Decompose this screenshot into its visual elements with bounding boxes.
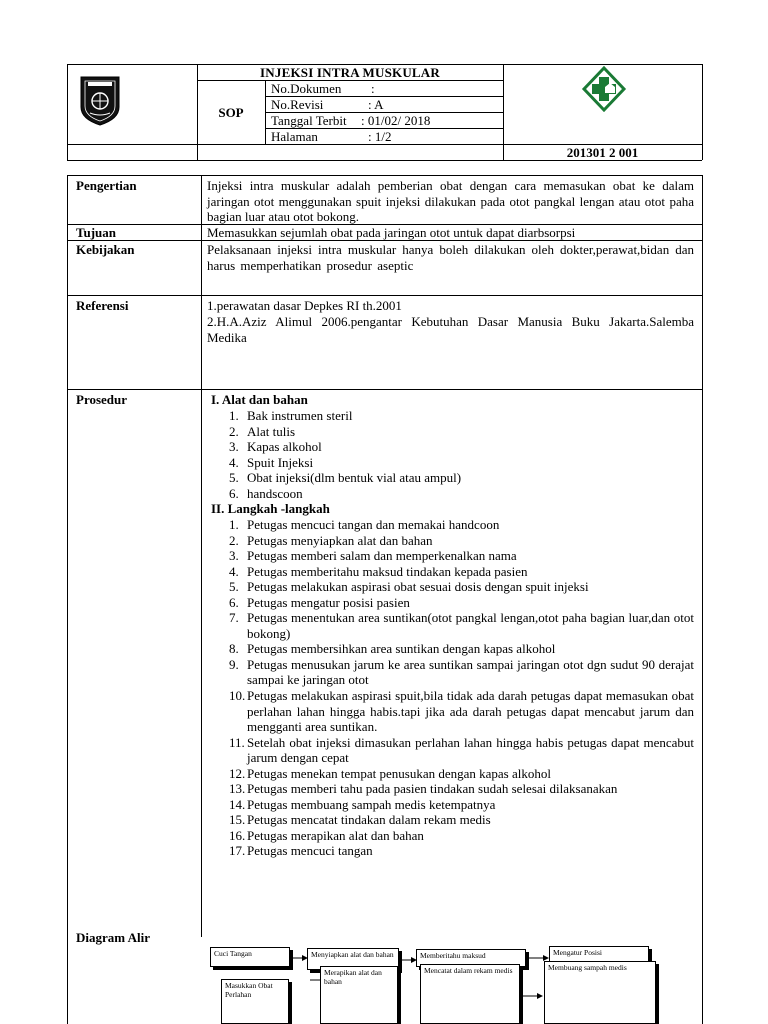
list-item: 15. Petugas mencatat tindakan dalam rekam medis [229, 812, 491, 828]
list-item: 4. Petugas memberitahu maksud tindakan kepada pasien [229, 563, 528, 579]
label-pengertian: Pengertian [76, 178, 137, 193]
list-item: 12. Petugas menekan tempat penusukan dengan kapas alkohol [229, 765, 551, 781]
field-value: : 1/2 [368, 129, 392, 144]
label-kebijakan: Kebijakan [76, 242, 135, 257]
green-cross-puskesmas-icon [580, 66, 628, 112]
rule [67, 175, 702, 176]
label-diagram-alir: Diagram Alir [76, 930, 151, 945]
list-item: 2. Petugas menyiapkan alat dan bahan [229, 532, 433, 548]
prosedur-part2-title: II. Langkah -langkah [211, 501, 330, 516]
text-tujuan: Memasukkan sejumlah obat pada jaringan otot untuk dapat diarbsorpsi [207, 225, 576, 240]
rule [265, 80, 266, 144]
field-value: : 01/02/ 2018 [361, 113, 431, 128]
flow-box-cuci-tangan: Cuci Tangan [210, 947, 290, 967]
list-item: 6. handscoon [229, 485, 303, 501]
rule [67, 64, 68, 160]
field-value: : A [368, 97, 384, 112]
list-item: 8. Petugas membersihkan area suntikan dengan kapas alkohol [229, 641, 556, 657]
tools-list [229, 408, 669, 501]
list-item: 4. Spuit Injeksi [229, 454, 314, 470]
list-item: 3. Petugas memberi salam dan memperkenalkan nama [229, 548, 517, 564]
list-item: 5. Obat injeksi(dlm bentuk vial atau ampul) [229, 470, 462, 486]
field-label: No.Dokumen [271, 81, 342, 96]
text-referensi-1: 1.perawatan dasar Depkes RI th.2001 [207, 298, 402, 313]
label-prosedur: Prosedur [76, 392, 128, 407]
label-referensi: Referensi [76, 298, 129, 313]
list-item: 1. Bak instrumen steril [229, 408, 353, 423]
flow-box-mencatat: Mencatat dalam rekam medis [420, 964, 520, 1024]
text-kebijakan: Pelaksanaan injeksi intra muskular hanya boleh dilakukan oleh dokter,perawat,bidan dan harus memperhatikan prosedur aseptic [207, 242, 694, 273]
list-item: 2. Alat tulis [229, 423, 296, 439]
text-pengertian: Injeksi intra muskular adalah pemberian obat dengan cara memasukan obat ke dalam jaringan otot menggunakan spuit injeksi dilakukan pada otot pangkal lengan atau otot paha bagian luar atau otot bokong. [207, 178, 694, 224]
nip-number: 201301 2 001 [566, 145, 639, 160]
flow-box-mengatur-posisi: Mengatur Posisi [549, 946, 649, 966]
rule [67, 295, 702, 296]
document-title: INJEKSI INTRA MUSKULAR [260, 65, 440, 80]
field-label: Tanggal Terbit [271, 113, 347, 128]
list-item: 14. Petugas membuang sampah medis ketempatnya [229, 796, 496, 812]
rule [197, 80, 503, 81]
list-item: 17. Petugas mencuci tangan [229, 843, 373, 859]
rule [702, 64, 703, 160]
list-item: 9. Petugas menusukan jarum ke area suntikan sampai jaringan otot dgn sudut 90 derajat sampai ke jaringan otot [229, 656, 694, 688]
flow-box-menyiapkan: Menyiapkan alat dan bahan [307, 948, 399, 970]
rule [201, 175, 202, 937]
flow-box-merapikan: Merapikan alat dan bahan [320, 966, 398, 1024]
rule [67, 389, 702, 390]
rule [67, 160, 702, 161]
list-item: 5. Petugas melakukan aspirasi obat sesuai dosis dengan spuit injeksi [229, 579, 589, 595]
text-referensi-2: 2.H.A.Aziz Alimul 2006.pengantar Kebutuhan Dasar Manusia Buku Jakarta.Salemba Medika [207, 314, 694, 345]
field-label: No.Revisi [271, 97, 324, 112]
list-item: 11. Setelah obat injeksi dimasukan perlahan lahan hingga habis petugas dapat mencabut jarum dengan cepat [229, 734, 694, 766]
list-item: 16. Petugas merapikan alat dan bahan [229, 827, 424, 843]
regional-emblem-icon [78, 73, 122, 127]
list-item: 7. Petugas menentukan area suntikan(otot pangkal lengan,otot paha bagian luar,dan otot bokong) [229, 610, 694, 641]
flow-box-memberitahu: Memberitahu maksud [416, 949, 526, 967]
field-value: : [371, 81, 375, 96]
list-item: 6. Petugas mengatur posisi pasien [229, 594, 410, 610]
sop-label: SOP [218, 105, 244, 120]
list-item: 13. Petugas memberi tahu pada pasien tindakan sudah selesai dilaksanakan [229, 781, 618, 797]
list-item: 1. Petugas mencuci tangan dan memakai handcoon [229, 517, 500, 532]
steps-list [229, 517, 694, 859]
prosedur-part1-title: I. Alat dan bahan [211, 392, 308, 407]
field-label: Halaman [271, 129, 318, 144]
list-item: 3. Kapas alkohol [229, 439, 322, 455]
flow-box-masukkan-obat: Masukkan Obat Perlahan [221, 979, 289, 1024]
rule [67, 175, 68, 1024]
label-tujuan: Tujuan [76, 225, 116, 240]
rule [702, 175, 703, 1024]
flow-box-membuang-sampah: Membuang sampah medis [544, 961, 656, 1024]
list-item: 10. Petugas melakukan aspirasi spuit,bila tidak ada darah petugas dapat memasukan obat perlahan lahan hingga habis.tapi jika ada darah petugas dapat mencabut jarum dan mengganti area suntikan. [229, 688, 694, 735]
